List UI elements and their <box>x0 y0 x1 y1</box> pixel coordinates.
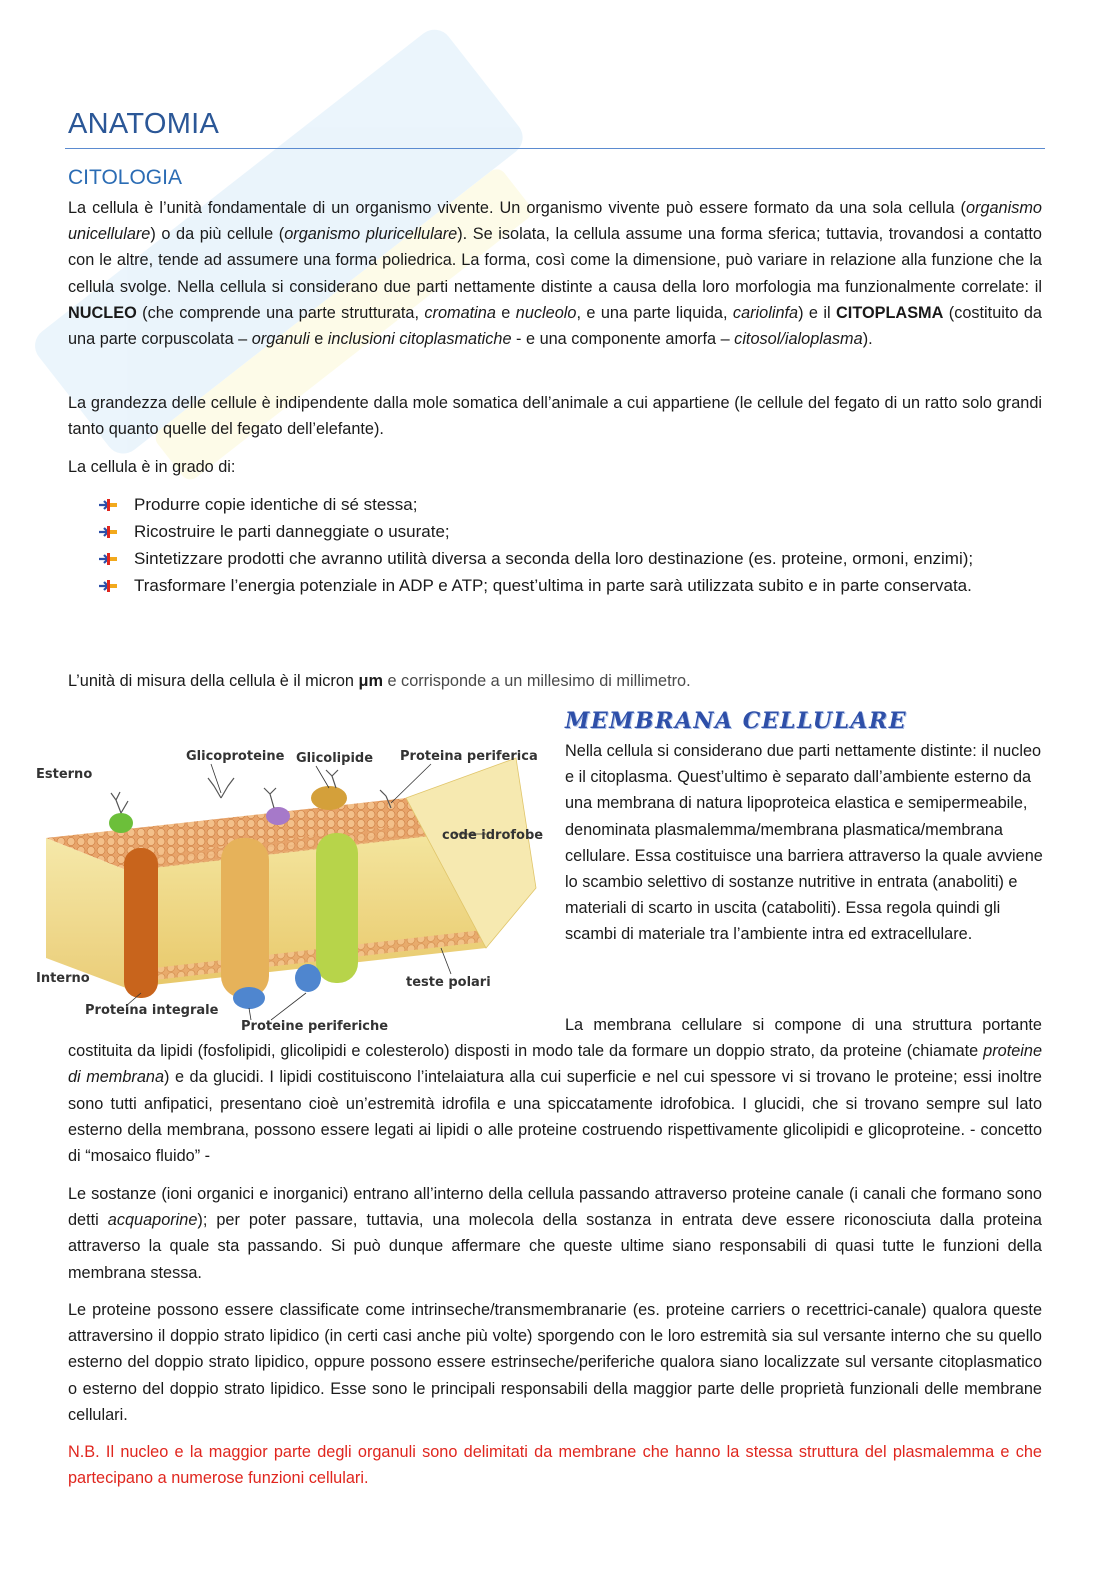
peripheral-protein <box>295 964 321 992</box>
section-heading-citologia: CITOLOGIA <box>68 166 182 189</box>
size-paragraph: La grandezza delle cellule è indipendente dalla mole somatica dell’animale a cui appartiene (le cellule del fegato di un ratto solo grandi tanto quanto quelle del fegato dell’elefante). <box>68 394 1042 439</box>
label-code-idrofobe: code idrofobe <box>442 828 544 843</box>
label-proteina-integrale: Proteina integrale <box>85 1003 219 1018</box>
arrow-bullet-icon <box>98 497 118 513</box>
note-paragraph: N.B. Il nucleo e la maggior parte degli organuli sono delimitati da membrane che hanno la stessa struttura del plasmalemma e che partecipano a numerose funzioni cellulari. <box>68 1443 1042 1488</box>
list-item: Trasformare l’energia potenziale in ADP e ATP; quest’ultima in parte sarà utilizzata subito e in parte conservata. <box>68 572 1042 599</box>
abilities-intro: La cellula è in grado di: <box>68 458 236 476</box>
membrane-paragraph-3: Le sostanze (ioni organici e inorganici) entrano all’interno della cellula passando attraverso proteine canale (i canali che formano sono detti acquaporine); per poter passare, tuttavia, una molecola della sostanza in entrata deve essere riconosciuta dalla proteina attraverso la quale sta passando. Si può dunque affermare che queste ultime siano responsabili di quasi tutte le funzioni della membrana stessa. <box>68 1185 1042 1282</box>
label-interno: Interno <box>36 971 90 986</box>
arrow-bullet-icon <box>98 578 118 594</box>
list-item: Ricostruire le parti danneggiate o usurate; <box>68 518 1042 545</box>
list-item: Produrre copie identiche di sé stessa; <box>68 491 1042 518</box>
list-item: Sintetizzare prodotti che avranno utilità diversa a seconda della loro destinazione (es. proteine, ormoni, enzimi); <box>68 545 1042 572</box>
arrow-bullet-icon <box>98 524 118 540</box>
membrane-paragraph-2: La membrana cellulare si compone di una struttura portante costituita da lipidi (fosfolipidi, glicolipidi e colesterolo) disposti in modo tale da formare un doppio strato, da proteine (chiamate proteine di membrana) e da glucidi. I lipidi costituiscono l’intelaiatura alla cui superficie e nel cui spessore vi si trovano le proteine; essi inoltre sono tutti anfipatici, presentano cioè un’estremità idrofila e una spiccatamente idrofobica. I glucidi, che si trovano sempre sul lato esterno della membrana, possono essere legati ai lipidi o alle proteine costruendo rispettivamente glicolipidi e glicoproteine. - concetto di “mosaico fluido” - <box>68 1016 1042 1166</box>
integral-protein <box>316 833 358 983</box>
membrane-paragraph-4: Le proteine possono essere classificate come intrinseche/transmembranarie (es. proteine carriers o recettrici-canale) qualora queste attraversino il doppio strato lipidico (in certi casi anche più volte) sporgendo con le loro estremità sia sul versante interno che su quello esterno del doppio strato lipidico, oppure possono essere estrinseche/periferiche qualora siano localizzate sul versante citoplasmatico o esterno del doppio strato lipidico. Esse sono le principali responsabili della maggior parte delle proprietà funzionali delle membrane cellulari. <box>68 1301 1042 1424</box>
arrow-bullet-icon <box>98 551 118 567</box>
page-title: ANATOMIA <box>68 108 220 140</box>
membrane-paragraph-1: Nella cellula si considerano due parti nettamente distinte: il nucleo e il citoplasma. Quest’ultimo è separato dall’ambiente esterno da una membrana di natura lipoproteica elastica e semipermeabile, denominata plasmalemma/membrana plasmatica/membrana cellulare. Essa costituisce una barriera attraverso la quale avviene lo scambio selettivo di sostanze nutritive in entrata (anaboliti) e materiali di scarto in uscita (cataboliti). Essa regola quindi gli scambi di materiale tra l’ambiente intra ed extracellulare. <box>565 742 1043 944</box>
peripheral-protein <box>109 813 133 833</box>
label-proteina-periferica: Proteina periferica <box>400 749 538 764</box>
integral-protein <box>221 838 269 998</box>
label-proteine-periferiche: Proteine periferiche <box>241 1019 389 1034</box>
peripheral-protein <box>233 987 265 1009</box>
unit-paragraph: L’unità di misura della cellula è il micron μm e corrisponde a un millesimo di millimetro. <box>68 672 691 690</box>
peripheral-protein <box>311 786 347 810</box>
section-heading-membrana: MEMBRANA CELLULARE <box>565 708 908 734</box>
title-divider <box>65 148 1045 149</box>
peripheral-protein <box>266 807 290 825</box>
intro-paragraph: La cellula è l’unità fondamentale di un organismo vivente. Un organismo vivente può essere formato da una sola cellula (organismo unicellulare) o da più cellule (organismo pluricellulare). Se isolata, la cellula assume una forma sferica; tuttavia, trovandosi a contatto con le altre, tende ad assumere una forma poliedrica. La forma, così come la dimensione, può variare in relazione alla funzione che la cellula svolge. Nella cellula si considerano due parti nettamente distinte a causa della loro morfologia ma funzionalmente correlate: il NUCLEO (che comprende una parte strutturata, cromatina e nucleolo, e una parte liquida, cariolinfa) e il CITOPLASMA (costituito da una parte corpuscolata – organuli e inclusioni citoplasmatiche - e una componente amorfa – citosol/ialoplasma). <box>68 199 1042 349</box>
abilities-list <box>68 491 1042 599</box>
integral-protein <box>124 848 158 998</box>
label-glicoproteine: Glicoproteine <box>186 749 285 764</box>
label-glicolipide: Glicolipide <box>296 751 374 766</box>
label-esterno: Esterno <box>36 767 93 782</box>
membrane-diagram <box>16 738 544 1038</box>
label-teste-polari: teste polari <box>406 975 491 990</box>
